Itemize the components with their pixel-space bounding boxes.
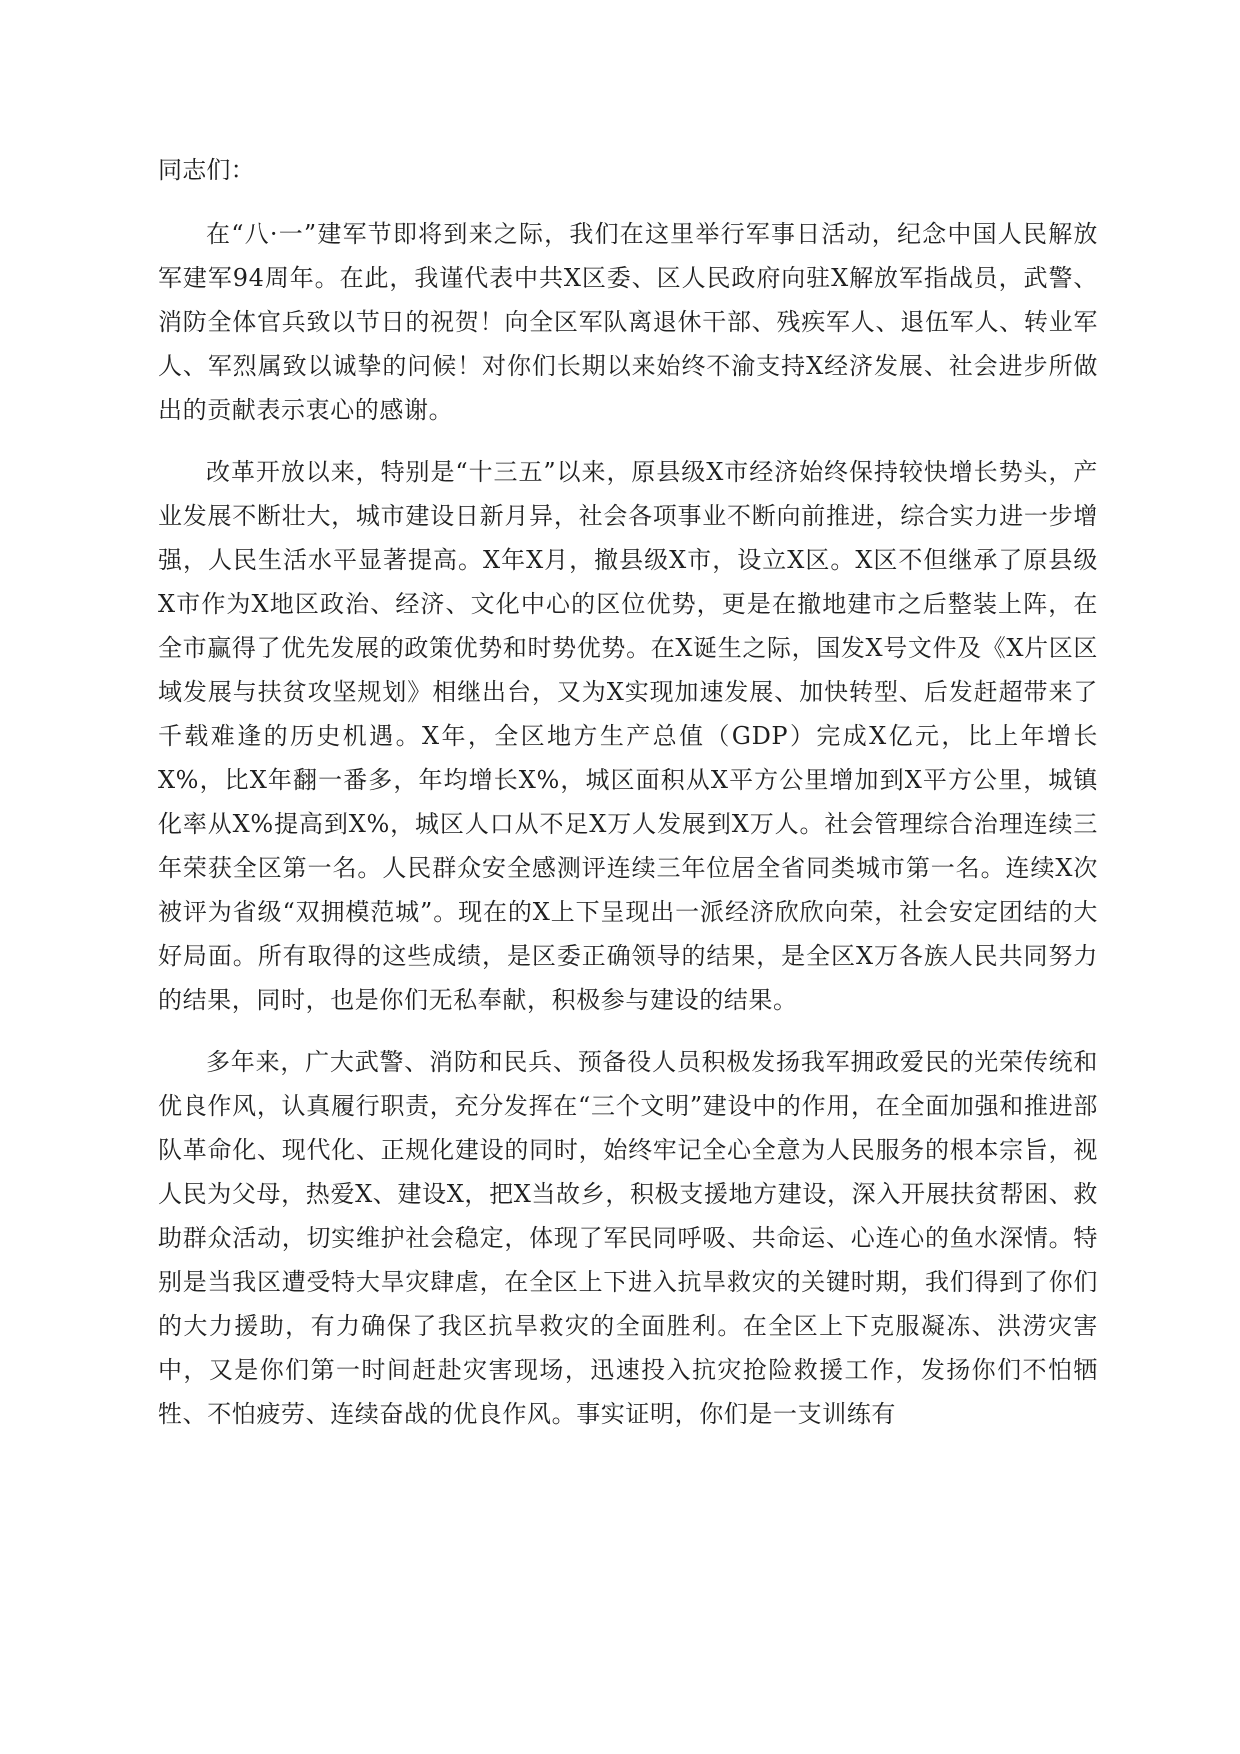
salutation: 同志们： — [158, 156, 255, 184]
paragraph-3: 多年来，广大武警、消防和民兵、预备役人员积极发扬我军拥政爱民的光荣传统和优良作风，认真履行职责，充分发挥在“三个文明”建设中的作用，在全面加强和推进部队革命化、现代化、正规化建设的同时，始终牢记全心全意为人民服务的根本宗旨，视人民为父母，热爱X、建设X，把X当故乡，积极支援地方建设，深入开展扶贫帮困、救助群众活动，切实维护社会稳定，体现了军民同呼吸、共命运、心连心的鱼水深情。特别是当我区遭受特大旱灾肆虐，在全区上下进入抗旱救灾的关键时期，我们得到了你们的大力援助，有力确保了我区抗旱救灾的全面胜利。在全区上下克服凝冻、洪涝灾害中，又是你们第一时间赶赴灾害现场，迅速投入抗灾抢险救援工作，发扬你们不怕牺牲、不怕疲劳、连续奋战的优良作风。事实证明，你们是一支训练有 — [158, 1048, 1098, 1428]
document-page — [158, 148, 1098, 1454]
paragraph-1: 在“八·一”建军节即将到来之际，我们在这里举行军事日活动，纪念中国人民解放军建军94周年。在此，我谨代表中共X区委、区人民政府向驻X解放军指战员，武警、消防全体官兵致以节日的祝贺！向全区军队离退休干部、残疾军人、退伍军人、转业军人、军烈属致以诚挚的问候！对你们长期以来始终不渝支持X经济发展、社会进步所做出的贡献表示衷心的感谢。 — [158, 220, 1098, 424]
paragraph-2: 改革开放以来，特别是“十三五”以来，原县级X市经济始终保持较快增长势头，产业发展不断壮大，城市建设日新月异，社会各项事业不断向前推进，综合实力进一步增强，人民生活水平显著提高。X年X月，撤县级X市，设立X区。X区不但继承了原县级X市作为X地区政治、经济、文化中心的区位优势，更是在撤地建市之后整装上阵，在全市赢得了优先发展的政策优势和时势优势。在X诞生之际，国发X号文件及《X片区区域发展与扶贫攻坚规划》相继出台，又为X实现加速发展、加快转型、后发赶超带来了千载难逢的历史机遇。X年，全区地方生产总值（GDP）完成X亿元，比上年增长X%，比X年翻一番多，年均增长X%，城区面积从X平方公里增加到X平方公里，城镇化率从X%提高到X%，城区人口从不足X万人发展到X万人。社会管理综合治理连续三年荣获全区第一名。人民群众安全感测评连续三年位居全省同类城市第一名。连续X次被评为省级“双拥模范城”。现在的X上下呈现出一派经济欣欣向荣，社会安定团结的大好局面。所有取得的这些成绩，是区委正确领导的结果，是全区X万各族人民共同努力的结果，同时，也是你们无私奉献，积极参与建设的结果。 — [158, 458, 1098, 1014]
